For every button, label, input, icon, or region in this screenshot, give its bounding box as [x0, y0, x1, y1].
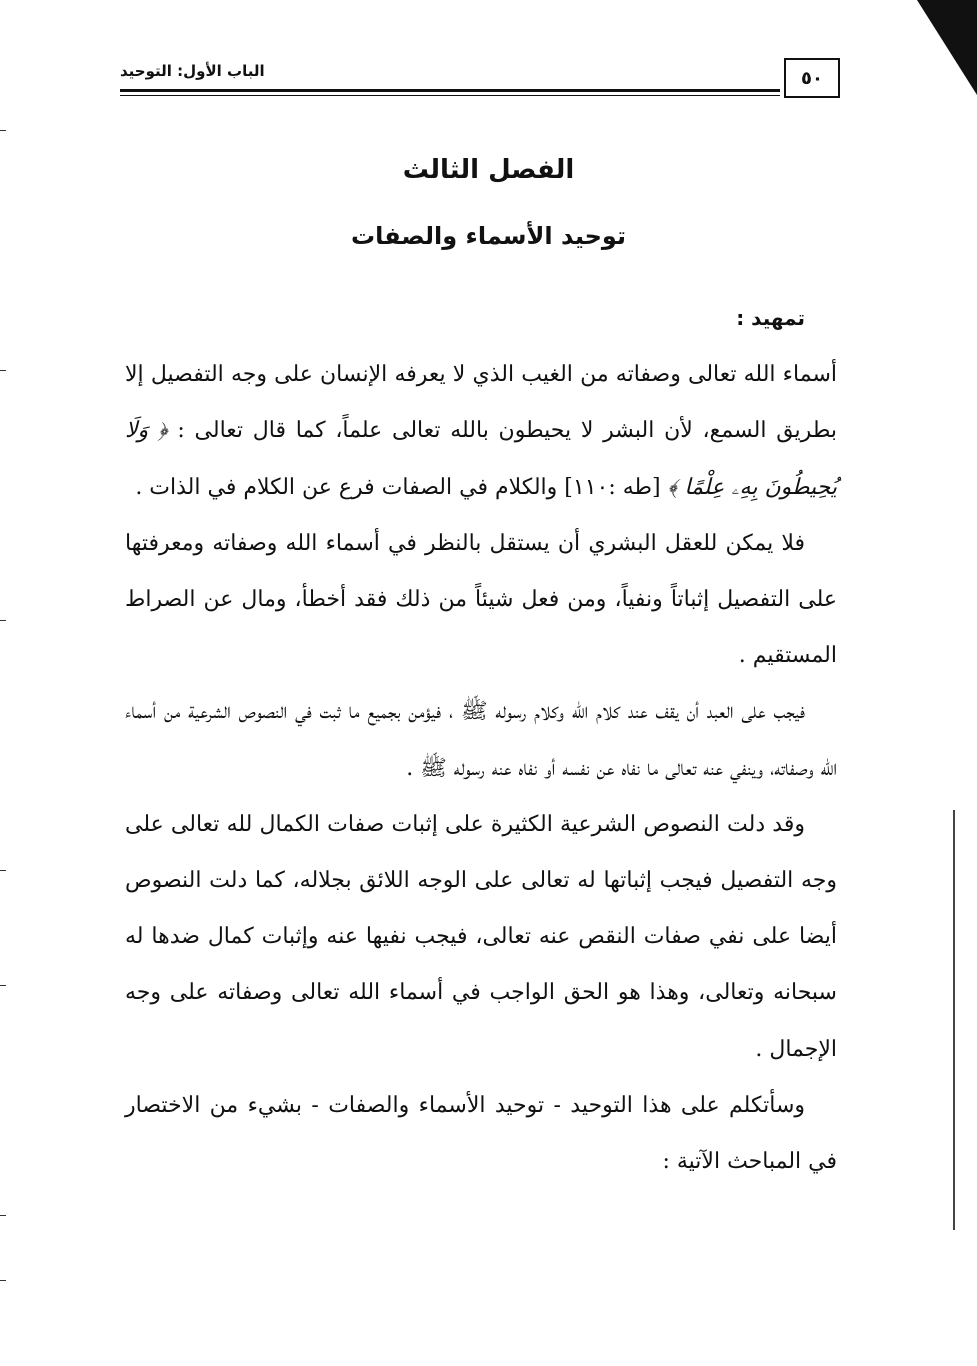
- chapter-subtitle: توحيد الأسماء والصفات: [350, 222, 626, 250]
- paragraph-2: فلا يمكن للعقل البشري أن يستقل بالنظر في أسماء الله وصفاته ومعرفتها على التفصيل إثباتاً ونفياً، ومن فعل شيئاً من ذلك فقد أخطأ، ومال عن الصراط المستقيم .: [125, 530, 837, 669]
- quran-verse: ﴿ وَلَا يُحِيطُونَ بِهِۦ عِلْمًا ﴾: [125, 418, 837, 500]
- paragraph-1-text-b: [طه :١١٠] والكلام في الصفات فرع عن الكلام في الذات .: [135, 474, 668, 500]
- paragraph-1: [125, 347, 837, 516]
- margin-tick: [0, 370, 6, 371]
- chapter-title: الفصل الثالث: [402, 155, 575, 185]
- margin-tick: [0, 1280, 6, 1281]
- header-rule-thin: [120, 95, 780, 96]
- paragraph-5: وسأتكلم على هذا التوحيد - توحيد الأسماء والصفات - بشيء من الاختصار في المباحث الآتية :: [125, 1092, 837, 1175]
- margin-tick: [0, 985, 6, 986]
- section-label-row: [125, 290, 837, 347]
- paragraph-3: فيجب على العبد أن يقف عند كلام الله وكلام رسوله ﷺ ، فيؤمن بجميع ما ثبت في النصوص الشرعية من أسماء الله وصفاته، وينفي عنه تعالى ما نفاه عن نفسه أو نفاه عنه رسوله ﷺ .: [125, 699, 837, 781]
- margin-tick: [0, 620, 6, 621]
- body-text: [125, 290, 837, 1190]
- page-number: ٥٠: [784, 58, 840, 98]
- paragraph-4: وقد دلت النصوص الشرعية الكثيرة على إثبات صفات الكمال لله تعالى على وجه التفصيل فيجب إثباتها له تعالى على الوجه اللائق بجلاله، كما دلت النصوص أيضا على نفي صفات النقص عنه تعالى، فيجب نفيها عنه وإثبات كمال ضدها له سبحانه وتعالى، وهذا هو الحق الواجب في أسماء الله تعالى وصفاته على وجه الإجمال .: [125, 811, 837, 1062]
- margin-tick: [0, 1215, 6, 1216]
- margin-tick: [0, 870, 6, 871]
- paragraph-1-text-a: أسماء الله تعالى وصفاته من الغيب الذي لا يعرفه الإنسان على وجه التفصيل إلا بطريق السمع، لأن البشر لا يحيطون بالله تعالى علماً، كما قال تعالى :: [125, 362, 837, 444]
- header-rule-thick: [120, 89, 780, 92]
- section-label: تمهيد :: [736, 306, 805, 330]
- running-header: [120, 58, 840, 98]
- running-title: الباب الأول: التوحيد: [120, 62, 265, 80]
- margin-tick: [0, 130, 6, 131]
- scan-edge-line: [953, 810, 955, 1230]
- corner-triangle-mark: [917, 0, 977, 95]
